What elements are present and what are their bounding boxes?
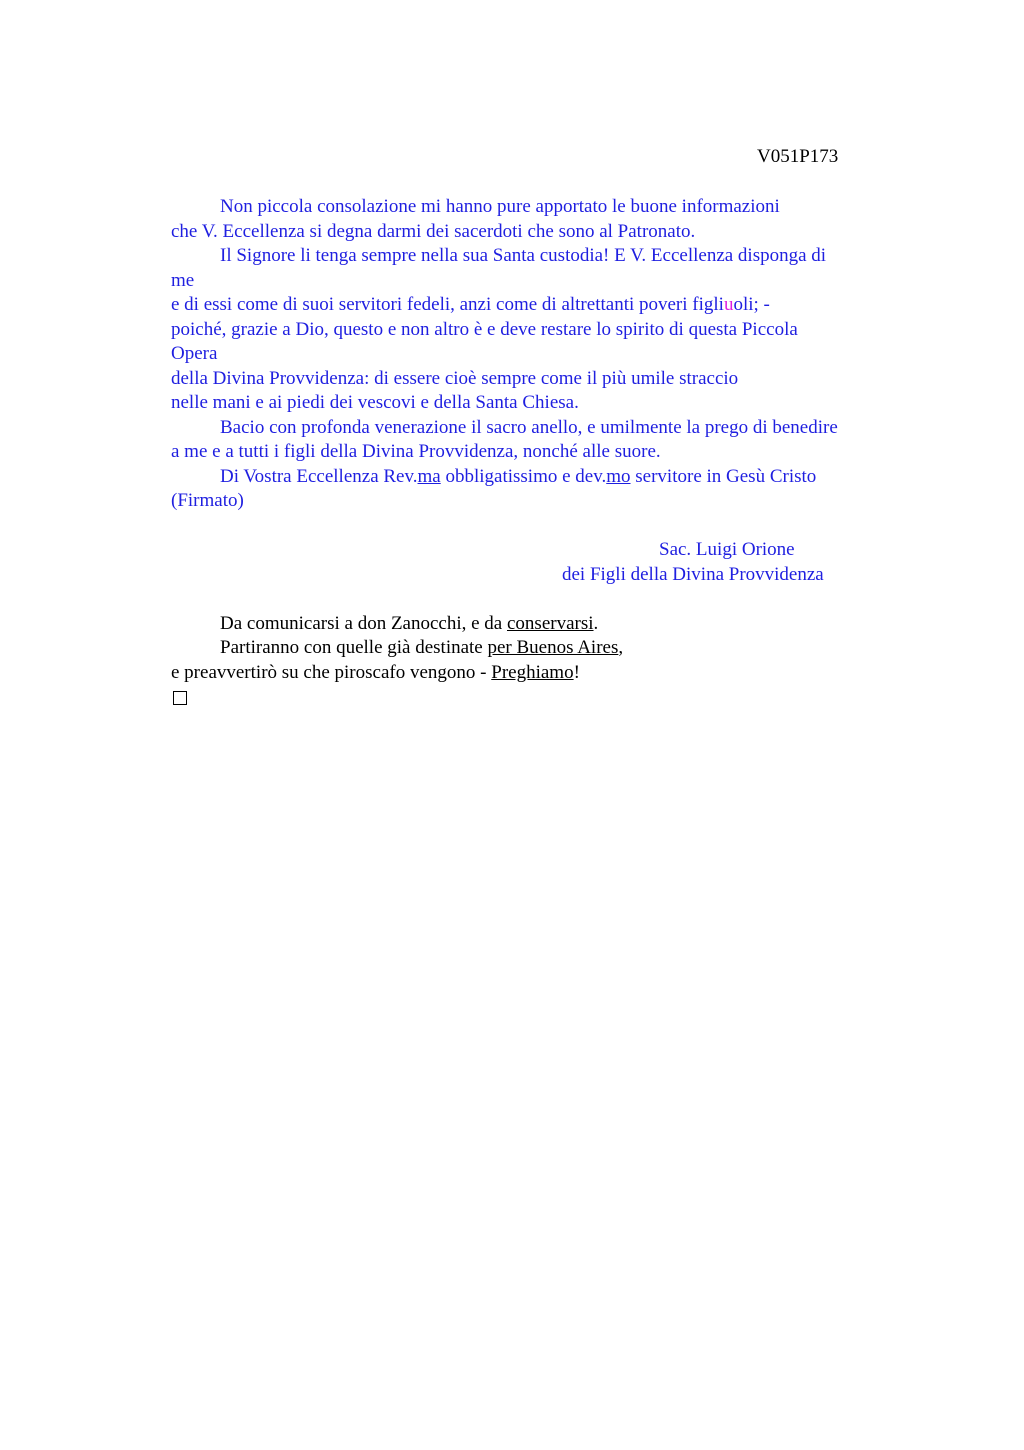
closing-line [171,465,901,490]
letter-line: Non piccola consolazione mi hanno pure apportato le buone informazioni [220,196,780,217]
closing-text: servitore in Gesù Cristo [630,465,817,487]
letter-line [171,293,901,318]
note-text: Partiranno con quelle già destinate [220,637,488,658]
letter-line: della Divina Provvidenza: di essere cioè sempre come il più umile straccio [171,367,739,389]
page-reference: V051P173 [757,146,839,167]
letter-line: che V. Eccellenza si degna darmi dei sacerdoti che sono al Patronato. [171,220,696,242]
closing-text: Di Vostra Eccellenza Rev. [220,465,418,487]
closing-abbrev: mo [606,465,631,487]
closing-text: obbligatissimo e dev. [440,465,607,487]
spacer [171,587,901,612]
note-text: e preavvertirò su che piroscafo vengono - [171,661,492,683]
note-underlined: Preghiamo [491,661,574,683]
note-line [171,612,901,637]
letter-body [171,195,901,710]
note-line [171,636,901,661]
closing-abbrev: ma [417,465,441,487]
spacer [171,514,901,539]
letter-line: poiché, grazie a Dio, questo e non altro è e deve restare lo spirito di questa Piccola [171,318,798,340]
checkbox-icon [173,691,187,705]
signature-name: Sac. Luigi Orione [659,539,795,560]
letter-line: nelle mani e ai piedi dei vescovi e della Santa Chiesa. [171,392,579,413]
letter-text-segment: e di essi come di suoi servitori fedeli, anzi come di altrettanti poveri figli [171,294,724,315]
letter-text-segment: oli; - [733,294,770,315]
letter-line: Bacio con profonda venerazione il sacro anello, e umilmente la prego di benedire [220,416,838,438]
note-text: ! [573,661,580,683]
letter-line: Il Signore li tenga sempre nella sua Santa custodia! E V. Eccellenza disponga di [220,245,827,266]
letter-line: me [171,269,195,291]
letter-line: Opera [171,343,218,364]
signature-title: dei Figli della Divina Provvidenza [562,563,824,585]
letter-line: a me e a tutti i figli della Divina Provvidenza, nonché alle suore. [171,441,661,462]
signed-marker: (Firmato) [171,490,244,511]
note-underlined: per Buenos Aires [487,637,619,658]
note-line [171,661,901,686]
note-text: . [593,612,599,634]
note-text: , [618,637,624,658]
note-underlined: conservarsi [507,612,594,634]
highlighted-letter: u [723,294,734,315]
note-text: Da comunicarsi a don Zanocchi, e da [220,612,507,634]
checkbox-row [171,685,901,710]
